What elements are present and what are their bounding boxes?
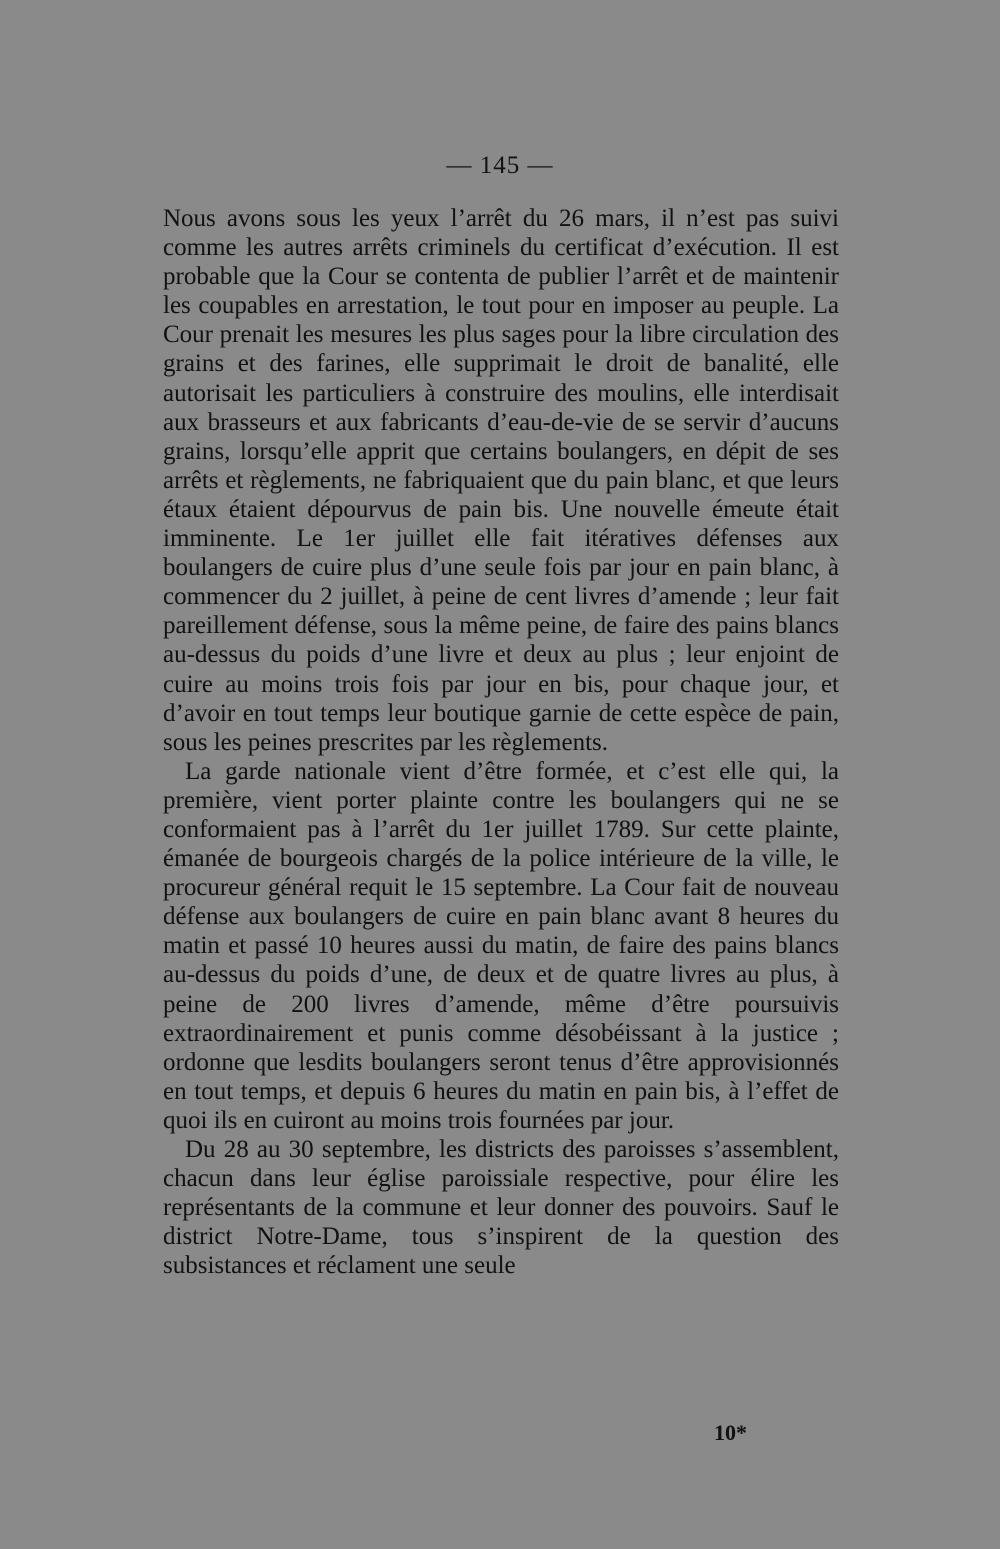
paragraph-3: Du 28 au 30 septembre, les districts des paroisses s’assemblent, chacun dans leur église paroissiale respective, pour élire les représentants de la commune et leur donner des pouvoirs. Sauf le district Notre-Dame, tous s’inspirent de la question des subsistances et réclament une seule (163, 1136, 839, 1280)
signature-mark: 10* (714, 1420, 747, 1445)
body-text (163, 204, 839, 1280)
paragraph-1: Nous avons sous les yeux l’arrêt du 26 mars, il n’est pas suivi comme les autres arrêts criminels du certificat d’exécution. Il est probable que la Cour se contenta de publier l’arrêt et de maintenir les coupables en arrestation, le tout pour en imposer au peuple. La Cour prenait les mesures les plus sages pour la libre circulation des grains et des farines, elle supprimait le droit de banalité, elle autorisait les particuliers à construire des moulins, elle interdisait aux brasseurs et aux fabricants d’eau-de-vie de se servir d’aucuns grains, lorsqu’elle apprit que certains boulangers, en dépit de ses arrêts et règlements, ne fabriquaient que du pain blanc, et que leurs étaux étaient dépourvus de pain bis. Une nouvelle émeute était imminente. Le 1er juillet elle fait itératives défenses aux boulangers de cuire plus d’une seule fois par jour en pain blanc, à commencer du 2 juillet, à peine de cent livres d’amende ; leur fait pareillement défense, sous la même peine, de faire des pains blancs au-dessus du poids d’une livre et deux au plus ; leur enjoint de cuire au moins trois fois par jour en bis, pour chaque jour, et d’avoir en tout temps leur boutique garnie de cette espèce de pain, sous les peines prescrites par les règlements. (163, 205, 839, 756)
paragraph-2: La garde nationale vient d’être formée, et c’est elle qui, la première, vient porter plainte contre les boulangers qui ne se conformaient pas à l’arrêt du 1er juillet 1789. Sur cette plainte, émanée de bourgeois chargés de la police intérieure de la ville, le procureur général requit le 15 septembre. La Cour fait de nouveau défense aux boulangers de cuire en pain blanc avant 8 heures du matin et passé 10 heures aussi du matin, de faire des pains blancs au-dessus du poids d’une, de deux et de quatre livres au plus, à peine de 200 livres d’amende, même d’être poursuivis extraordinairement et punis comme désobéissant à la justice ; ordonne que lesdits boulangers seront tenus d’être approvisionnés en tout temps, et depuis 6 heures du matin en pain bis, à l’effet de quoi ils en cuiront au moins trois fournées par jour. (163, 757, 839, 1134)
page-number: — 145 — (446, 152, 554, 179)
